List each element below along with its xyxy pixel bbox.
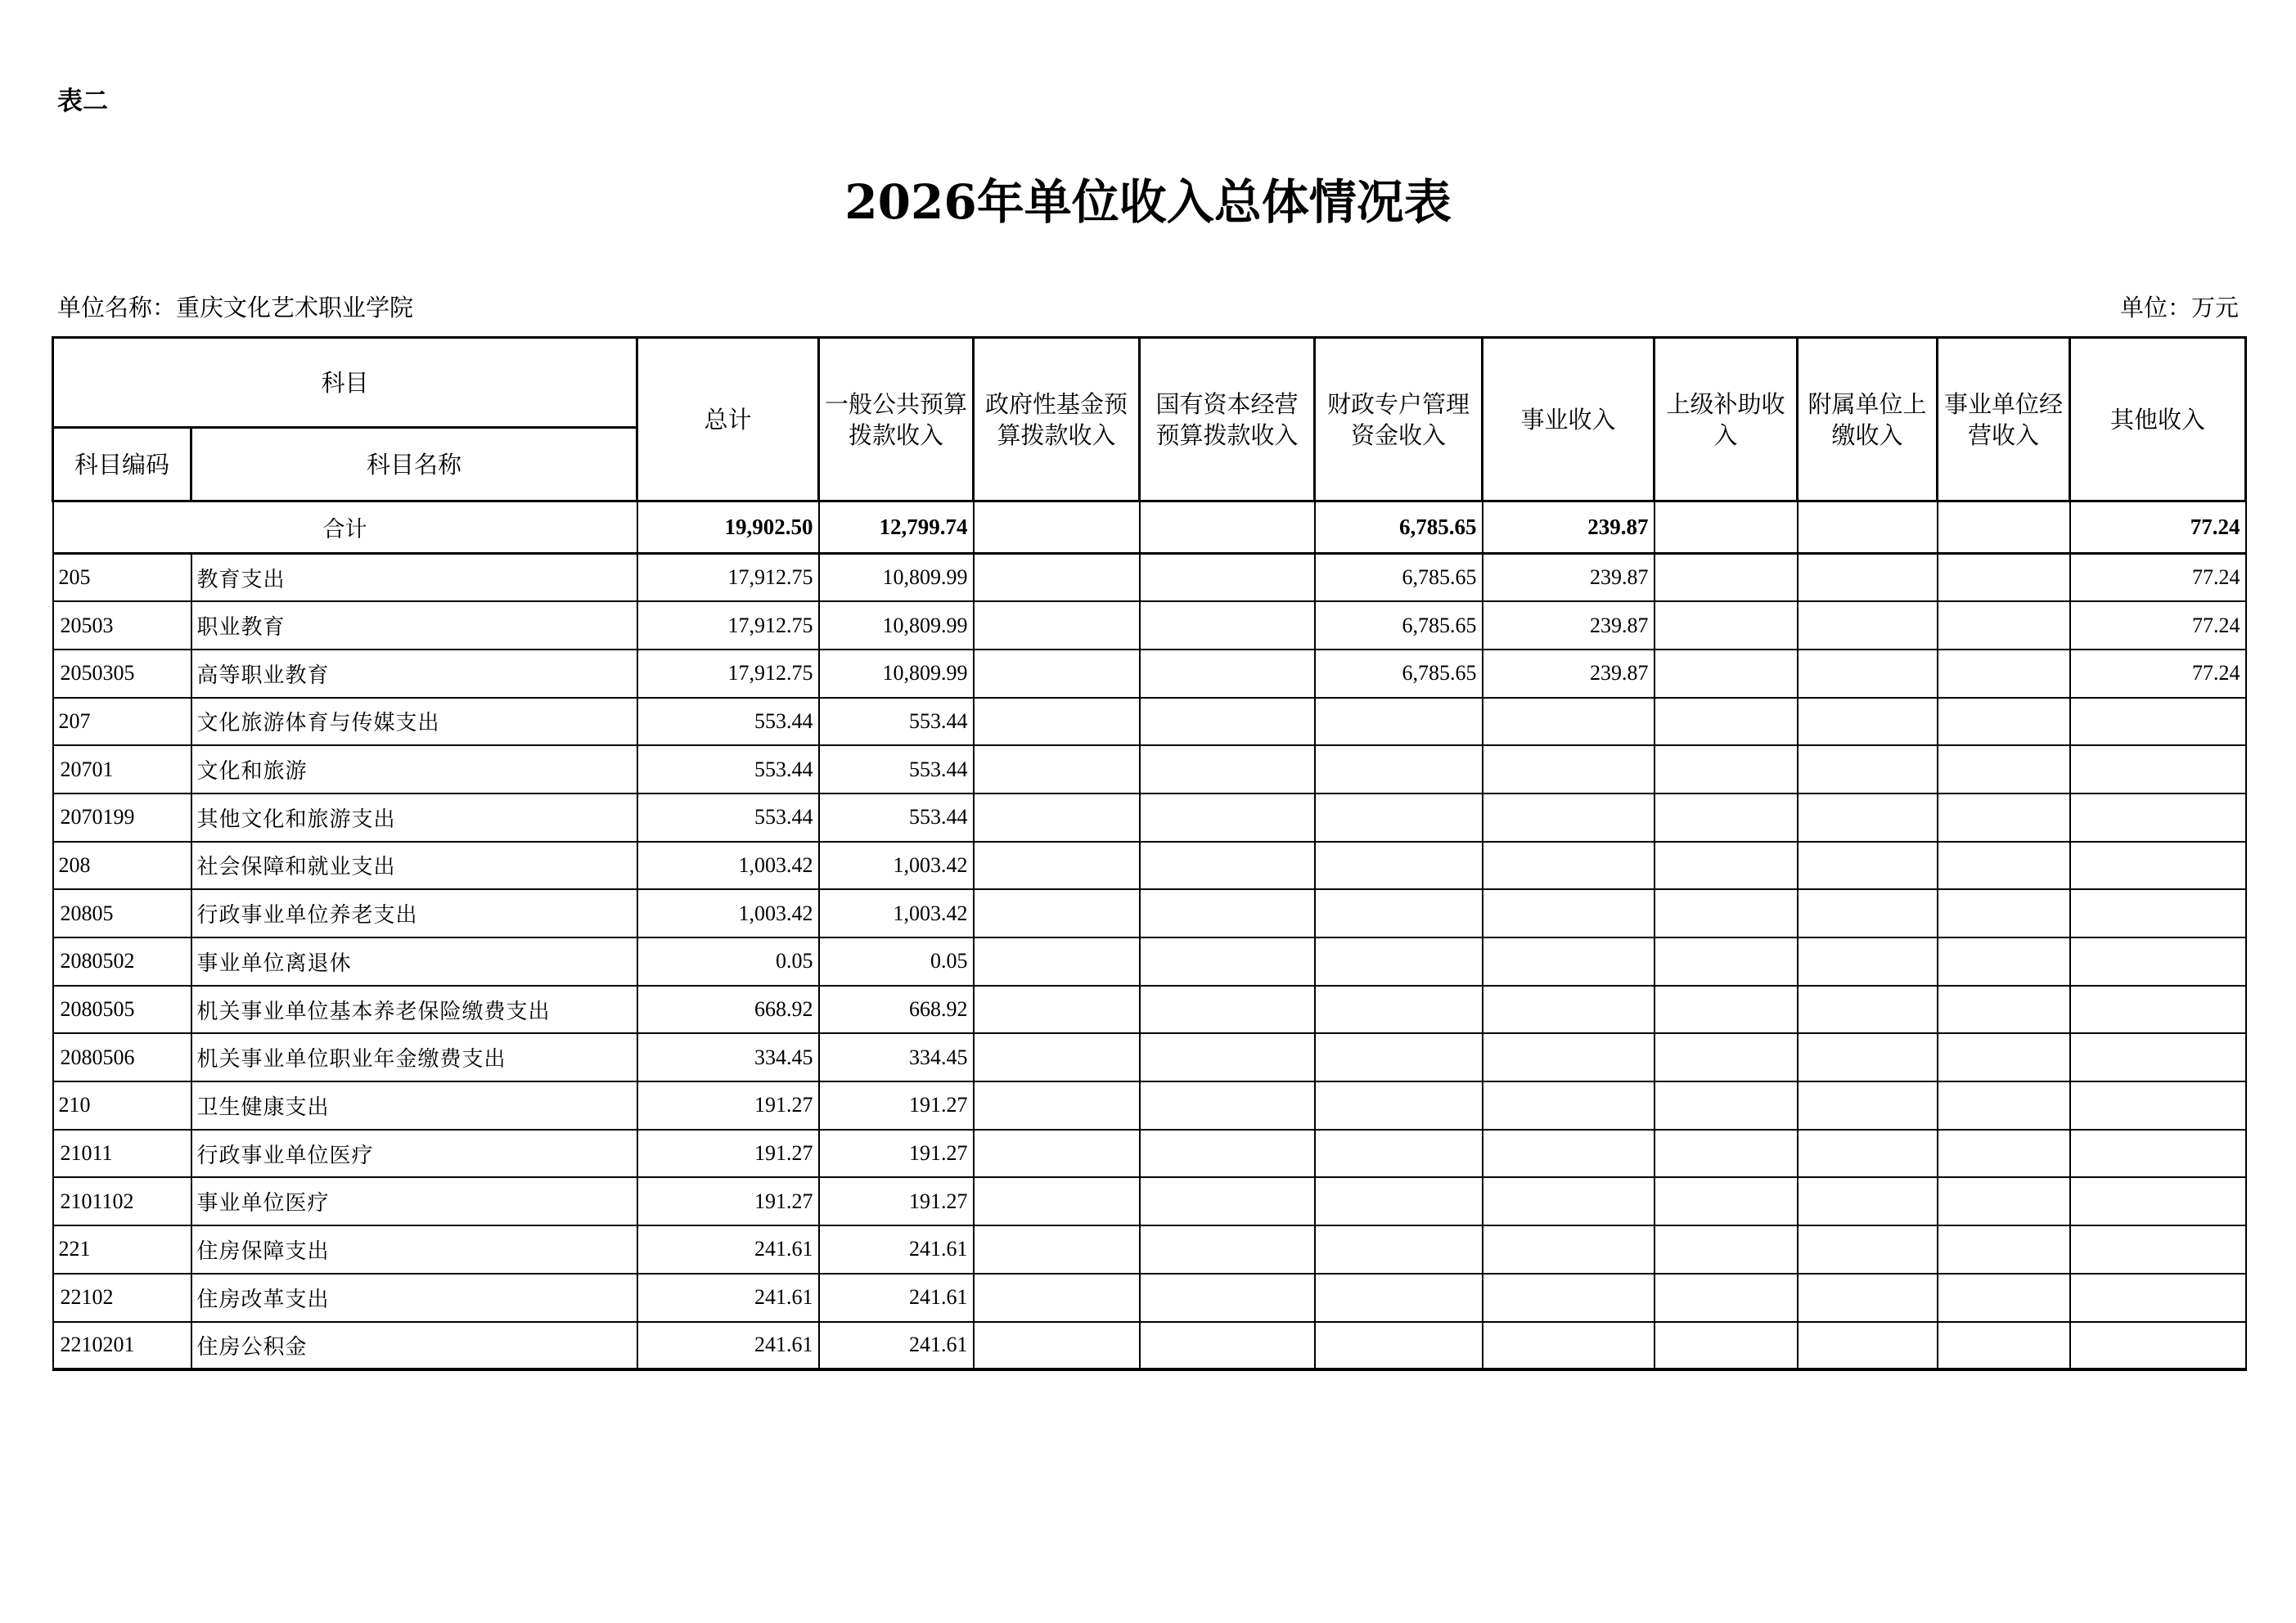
cell-other [2070,794,2246,842]
cell-operating [1938,601,2070,650]
cell-superior-subsidy [1654,1081,1798,1130]
cell-gov-fund [974,1033,1140,1081]
cell-other [2070,698,2246,746]
cell-total: 241.61 [637,1322,819,1370]
cell-total: 0.05 [637,937,819,986]
cell-other [2070,889,2246,937]
cell-subject-name: 行政事业单位医疗 [191,1130,637,1178]
cell-fiscal-special [1315,937,1483,986]
cell-fiscal-special [1315,986,1483,1034]
total-cell-state-capital [1140,501,1315,554]
cell-operating [1938,937,2070,986]
cell-business [1483,1081,1654,1130]
cell-business [1483,745,1654,794]
header-fiscal-special: 财政专户管理资金收入 [1315,338,1483,501]
header-subject: 科目 [53,338,637,428]
cell-gov-fund [974,1274,1140,1322]
cell-fiscal-special [1315,1130,1483,1178]
cell-operating [1938,1081,2070,1130]
cell-business [1483,1274,1654,1322]
header-row-1 [53,338,2246,428]
cell-general-budget: 191.27 [819,1130,974,1178]
cell-business [1483,986,1654,1034]
cell-affiliated [1798,842,1938,890]
cell-superior-subsidy [1654,1225,1798,1274]
cell-subject-code: 2101102 [53,1177,191,1225]
cell-gov-fund [974,1225,1140,1274]
cell-superior-subsidy [1654,601,1798,650]
cell-other [2070,986,2246,1034]
table-row [53,1081,2246,1130]
cell-other [2070,1274,2246,1322]
table-row [53,554,2246,602]
cell-superior-subsidy [1654,1130,1798,1178]
cell-operating [1938,1225,2070,1274]
cell-subject-code: 2070199 [53,794,191,842]
cell-operating [1938,554,2070,602]
cell-business: 239.87 [1483,554,1654,602]
cell-state-capital [1140,986,1315,1034]
cell-fiscal-special [1315,1177,1483,1225]
cell-operating [1938,889,2070,937]
cell-subject-code: 2210201 [53,1322,191,1370]
table-row [53,842,2246,890]
cell-state-capital [1140,937,1315,986]
cell-gov-fund [974,650,1140,698]
cell-operating [1938,698,2070,746]
cell-other [2070,1130,2246,1178]
cell-superior-subsidy [1654,937,1798,986]
cell-affiliated [1798,554,1938,602]
cell-affiliated [1798,794,1938,842]
header-business: 事业收入 [1483,338,1654,501]
cell-fiscal-special [1315,842,1483,890]
cell-fiscal-special [1315,794,1483,842]
cell-superior-subsidy [1654,842,1798,890]
cell-affiliated [1798,889,1938,937]
cell-subject-code: 2080502 [53,937,191,986]
cell-subject-name: 机关事业单位基本养老保险缴费支出 [191,986,637,1034]
table-row [53,1177,2246,1225]
cell-other [2070,1225,2246,1274]
cell-state-capital [1140,650,1315,698]
cell-total: 241.61 [637,1274,819,1322]
cell-business [1483,1130,1654,1178]
cell-fiscal-special [1315,1081,1483,1130]
cell-subject-name: 住房保障支出 [191,1225,637,1274]
header-gov-fund: 政府性基金预算拨款收入 [974,338,1140,501]
cell-superior-subsidy [1654,986,1798,1034]
cell-superior-subsidy [1654,554,1798,602]
table-row [53,1225,2246,1274]
cell-other [2070,1177,2246,1225]
cell-superior-subsidy [1654,745,1798,794]
cell-other [2070,1322,2246,1370]
cell-business [1483,1225,1654,1274]
total-cell-operating [1938,501,2070,554]
cell-operating [1938,794,2070,842]
cell-total: 553.44 [637,794,819,842]
cell-state-capital [1140,745,1315,794]
cell-total: 191.27 [637,1177,819,1225]
table-row [53,698,2246,746]
cell-affiliated [1798,698,1938,746]
cell-total: 1,003.42 [637,889,819,937]
cell-state-capital [1140,1225,1315,1274]
cell-gov-fund [974,986,1140,1034]
cell-general-budget: 1,003.42 [819,889,974,937]
cell-other [2070,1033,2246,1081]
cell-gov-fund [974,698,1140,746]
cell-subject-name: 行政事业单位养老支出 [191,889,637,937]
cell-affiliated [1798,1177,1938,1225]
cell-subject-name: 社会保障和就业支出 [191,842,637,890]
cell-gov-fund [974,1130,1140,1178]
cell-state-capital [1140,1177,1315,1225]
table-row [53,986,2246,1034]
cell-total: 17,912.75 [637,650,819,698]
cell-fiscal-special: 6,785.65 [1315,554,1483,602]
cell-gov-fund [974,554,1140,602]
table-row [53,937,2246,986]
cell-subject-name: 其他文化和旅游支出 [191,794,637,842]
cell-state-capital [1140,698,1315,746]
table-row [53,889,2246,937]
total-cell-affiliated [1798,501,1938,554]
currency-unit-label: 单位：万元 [2119,294,2239,321]
cell-gov-fund [974,794,1140,842]
cell-superior-subsidy [1654,1274,1798,1322]
total-cell-business: 239.87 [1483,501,1654,554]
cell-general-budget: 0.05 [819,937,974,986]
header-operating: 事业单位经营收入 [1938,338,2070,501]
cell-subject-code: 208 [53,842,191,890]
cell-gov-fund [974,889,1140,937]
cell-general-budget: 191.27 [819,1177,974,1225]
cell-subject-name: 事业单位医疗 [191,1177,637,1225]
cell-total: 1,003.42 [637,842,819,890]
cell-affiliated [1798,937,1938,986]
table-tag: 表二 [57,87,108,116]
table-row [53,794,2246,842]
cell-subject-code: 2080505 [53,986,191,1034]
cell-state-capital [1140,1130,1315,1178]
cell-subject-code: 205 [53,554,191,602]
cell-subject-name: 文化和旅游 [191,745,637,794]
cell-state-capital [1140,601,1315,650]
cell-affiliated [1798,1130,1938,1178]
cell-affiliated [1798,1274,1938,1322]
cell-affiliated [1798,745,1938,794]
cell-general-budget: 10,809.99 [819,601,974,650]
cell-general-budget: 553.44 [819,745,974,794]
header-state-capital: 国有资本经营预算拨款收入 [1140,338,1315,501]
cell-subject-name: 住房改革支出 [191,1274,637,1322]
cell-total: 668.92 [637,986,819,1034]
cell-general-budget: 241.61 [819,1225,974,1274]
cell-affiliated [1798,650,1938,698]
cell-general-budget: 241.61 [819,1274,974,1322]
cell-general-budget: 668.92 [819,986,974,1034]
cell-affiliated [1798,1322,1938,1370]
cell-state-capital [1140,842,1315,890]
cell-affiliated [1798,1081,1938,1130]
cell-general-budget: 10,809.99 [819,650,974,698]
cell-business: 239.87 [1483,650,1654,698]
cell-subject-code: 20805 [53,889,191,937]
cell-total: 334.45 [637,1033,819,1081]
cell-subject-code: 20701 [53,745,191,794]
total-row [53,501,2246,554]
cell-affiliated [1798,601,1938,650]
cell-superior-subsidy [1654,794,1798,842]
cell-gov-fund [974,601,1140,650]
cell-general-budget: 334.45 [819,1033,974,1081]
cell-business [1483,889,1654,937]
cell-superior-subsidy [1654,889,1798,937]
cell-superior-subsidy [1654,698,1798,746]
total-cell-total: 19,902.50 [637,501,819,554]
cell-operating [1938,1322,2070,1370]
cell-business [1483,1322,1654,1370]
cell-gov-fund [974,1177,1140,1225]
cell-superior-subsidy [1654,650,1798,698]
table-row [53,745,2246,794]
cell-subject-code: 207 [53,698,191,746]
table-row [53,650,2246,698]
cell-other: 77.24 [2070,650,2246,698]
cell-operating [1938,745,2070,794]
cell-subject-name: 事业单位离退休 [191,937,637,986]
cell-affiliated [1798,1225,1938,1274]
cell-subject-code: 21011 [53,1130,191,1178]
cell-gov-fund [974,937,1140,986]
cell-state-capital [1140,1081,1315,1130]
cell-subject-name: 高等职业教育 [191,650,637,698]
cell-state-capital [1140,1033,1315,1081]
table-row [53,1033,2246,1081]
cell-other [2070,842,2246,890]
cell-state-capital [1140,1274,1315,1322]
cell-subject-code: 221 [53,1225,191,1274]
cell-total: 553.44 [637,698,819,746]
cell-general-budget: 553.44 [819,698,974,746]
cell-subject-name: 卫生健康支出 [191,1081,637,1130]
cell-superior-subsidy [1654,1322,1798,1370]
cell-subject-code: 20503 [53,601,191,650]
cell-business [1483,842,1654,890]
cell-general-budget: 191.27 [819,1081,974,1130]
header-general-budget: 一般公共预算拨款收入 [819,338,974,501]
cell-general-budget: 10,809.99 [819,554,974,602]
cell-state-capital [1140,794,1315,842]
header-affiliated: 附属单位上缴收入 [1798,338,1938,501]
cell-general-budget: 553.44 [819,794,974,842]
cell-general-budget: 1,003.42 [819,842,974,890]
cell-state-capital [1140,554,1315,602]
cell-state-capital [1140,889,1315,937]
cell-fiscal-special: 6,785.65 [1315,650,1483,698]
cell-gov-fund [974,842,1140,890]
table-row [53,1322,2246,1370]
total-cell-fiscal-special: 6,785.65 [1315,501,1483,554]
cell-total: 553.44 [637,745,819,794]
cell-total: 241.61 [637,1225,819,1274]
cell-fiscal-special [1315,745,1483,794]
total-cell-superior-subsidy [1654,501,1798,554]
header-other: 其他收入 [2070,338,2246,501]
cell-gov-fund [974,745,1140,794]
header-code: 科目编码 [53,428,191,501]
cell-subject-name: 职业教育 [191,601,637,650]
cell-subject-name: 文化旅游体育与传媒支出 [191,698,637,746]
cell-fiscal-special [1315,1225,1483,1274]
cell-subject-name: 教育支出 [191,554,637,602]
header-superior-subsidy: 上级补助收入 [1654,338,1798,501]
cell-state-capital [1140,1322,1315,1370]
cell-business [1483,1177,1654,1225]
page-title: 2026年单位收入总体情况表 [844,174,1452,230]
cell-general-budget: 241.61 [819,1322,974,1370]
total-cell-other: 77.24 [2070,501,2246,554]
total-cell-general-budget: 12,799.74 [819,501,974,554]
cell-subject-code: 22102 [53,1274,191,1322]
header-total: 总计 [637,338,819,501]
header-name: 科目名称 [191,428,637,501]
cell-other [2070,937,2246,986]
cell-fiscal-special [1315,1322,1483,1370]
table-row [53,1274,2246,1322]
total-cell-gov-fund [974,501,1140,554]
cell-subject-name: 住房公积金 [191,1322,637,1370]
cell-subject-code: 2080506 [53,1033,191,1081]
cell-operating [1938,650,2070,698]
cell-total: 17,912.75 [637,601,819,650]
cell-fiscal-special [1315,698,1483,746]
cell-business: 239.87 [1483,601,1654,650]
cell-fiscal-special: 6,785.65 [1315,601,1483,650]
cell-fiscal-special [1315,1274,1483,1322]
cell-total: 17,912.75 [637,554,819,602]
cell-total: 191.27 [637,1081,819,1130]
cell-subject-name: 机关事业单位职业年金缴费支出 [191,1033,637,1081]
cell-operating [1938,986,2070,1034]
cell-superior-subsidy [1654,1177,1798,1225]
table-row [53,1130,2246,1178]
cell-business [1483,794,1654,842]
cell-business [1483,1033,1654,1081]
cell-operating [1938,1130,2070,1178]
cell-operating [1938,1033,2070,1081]
cell-superior-subsidy [1654,1033,1798,1081]
unit-name-label: 单位名称：重庆文化艺术职业学院 [57,294,414,321]
total-label: 合计 [53,501,637,554]
cell-other: 77.24 [2070,601,2246,650]
cell-other [2070,1081,2246,1130]
cell-affiliated [1798,986,1938,1034]
cell-fiscal-special [1315,1033,1483,1081]
cell-gov-fund [974,1081,1140,1130]
cell-fiscal-special [1315,889,1483,937]
cell-total: 191.27 [637,1130,819,1178]
cell-operating [1938,1274,2070,1322]
cell-operating [1938,1177,2070,1225]
cell-other [2070,745,2246,794]
cell-business [1483,698,1654,746]
cell-operating [1938,842,2070,890]
cell-affiliated [1798,1033,1938,1081]
income-table [52,336,2247,1371]
cell-gov-fund [974,1322,1140,1370]
cell-subject-code: 2050305 [53,650,191,698]
cell-other: 77.24 [2070,554,2246,602]
cell-subject-code: 210 [53,1081,191,1130]
cell-business [1483,937,1654,986]
table-row [53,601,2246,650]
